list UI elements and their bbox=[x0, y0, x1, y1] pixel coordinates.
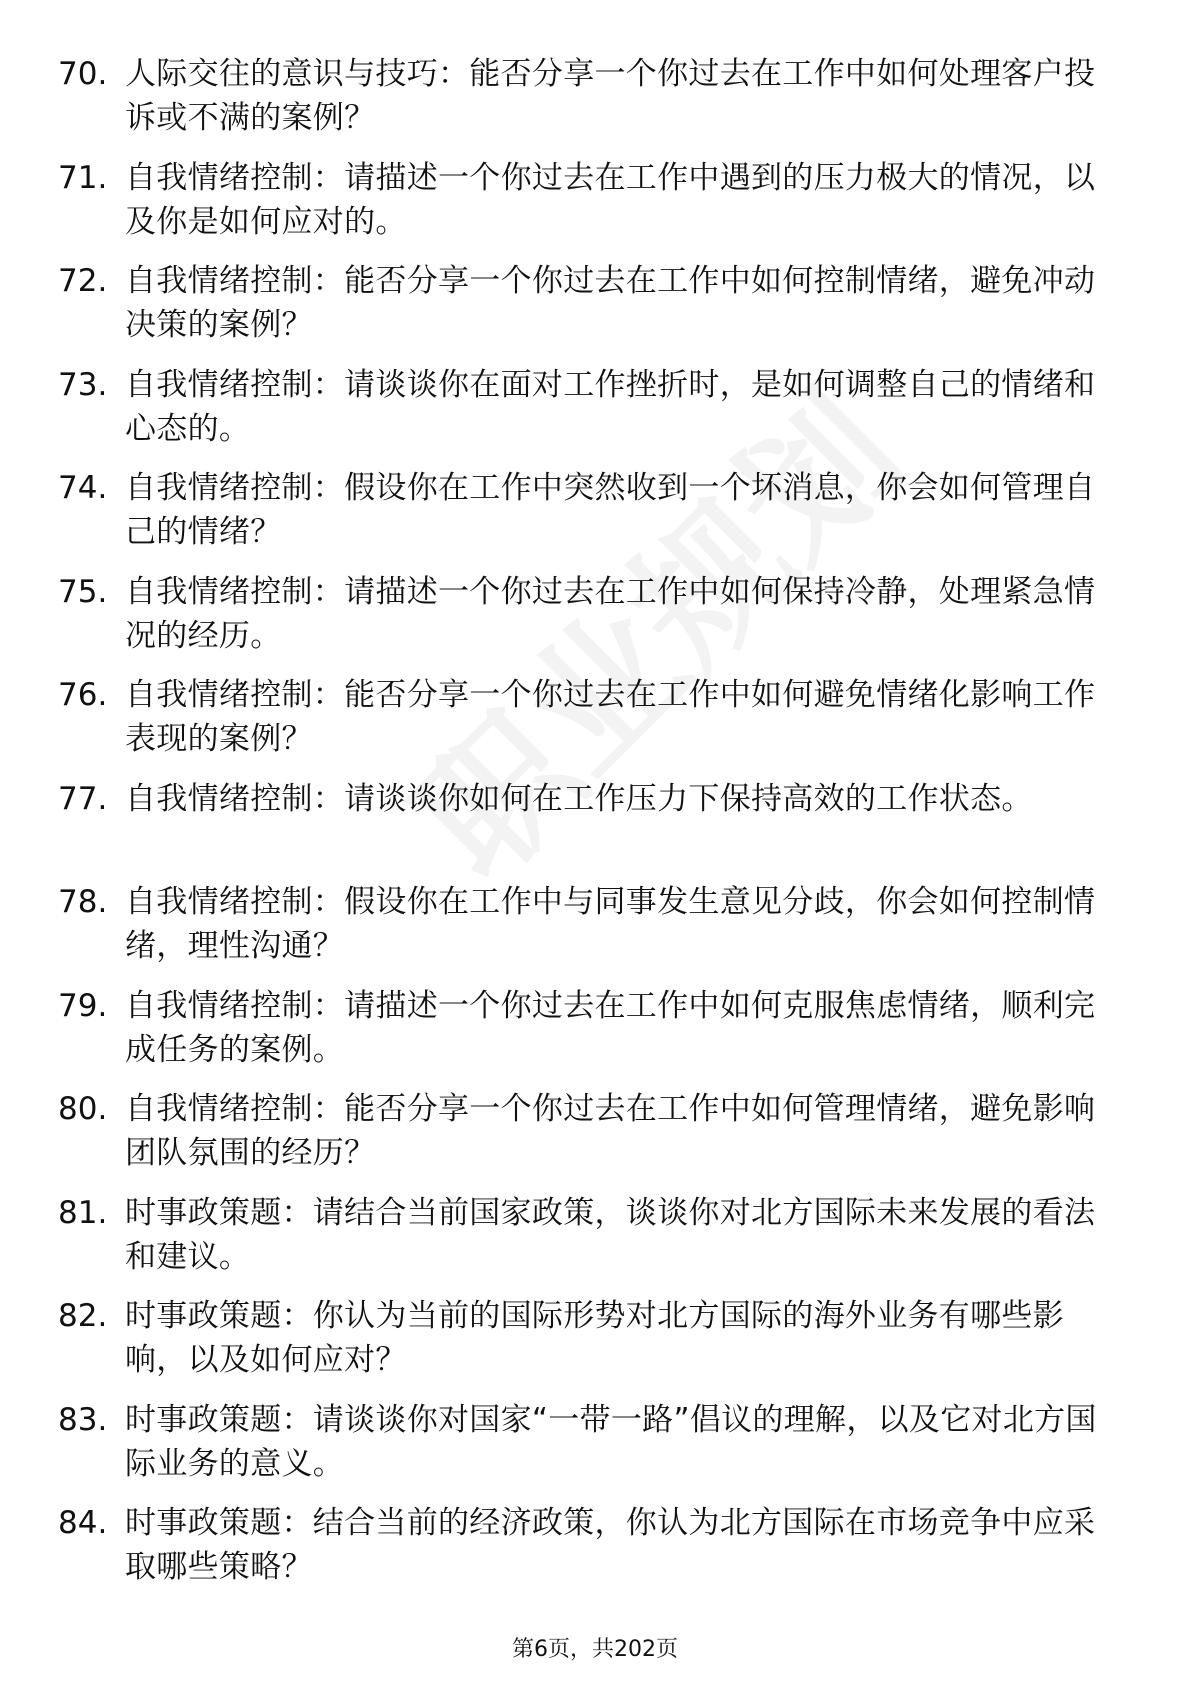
question-item bbox=[0, 466, 1190, 570]
question-item bbox=[0, 1398, 1190, 1502]
question-text: 自我情绪控制：请谈谈你如何在工作压力下保持高效的工作状态。 bbox=[125, 780, 1033, 817]
question-item bbox=[0, 673, 1190, 777]
question-item bbox=[0, 880, 1190, 984]
question-text: 自我情绪控制：请描述一个你过去在工作中如何保持冷静，处理紧急情况的经历。 bbox=[125, 573, 1096, 654]
question-item bbox=[0, 777, 1190, 881]
question-number: 72. bbox=[58, 263, 108, 299]
question-item bbox=[0, 984, 1190, 1088]
question-text: 自我情绪控制：能否分享一个你过去在工作中如何控制情绪，避免冲动决策的案例？ bbox=[125, 263, 1096, 343]
question-text: 自我情绪控制：请描述一个你过去在工作中如何克服焦虑情绪，顺利完成任务的案例。 bbox=[125, 987, 1096, 1068]
question-text: 自我情绪控制：假设你在工作中与同事发生意见分歧，你会如何控制情绪，理性沟通？ bbox=[125, 884, 1096, 964]
question-item bbox=[0, 363, 1190, 467]
question-text: 自我情绪控制：请描述一个你过去在工作中遇到的压力极大的情况，以及你是如何应对的。 bbox=[125, 159, 1096, 240]
question-number: 74. bbox=[58, 470, 108, 506]
question-number: 80. bbox=[58, 1091, 108, 1127]
question-number: 70. bbox=[58, 56, 108, 92]
question-item bbox=[0, 52, 1190, 156]
page-number-footer: 第6页，共202页 bbox=[512, 1637, 678, 1662]
question-item bbox=[0, 259, 1190, 363]
question-list bbox=[0, 52, 1190, 1605]
question-item bbox=[0, 156, 1190, 260]
question-number: 75. bbox=[58, 573, 108, 610]
question-item bbox=[0, 1501, 1190, 1605]
question-item bbox=[0, 1191, 1190, 1295]
question-number: 84. bbox=[58, 1505, 108, 1541]
question-text: 时事政策题：请结合当前国家政策，谈谈你对北方国际未来发展的看法和建议。 bbox=[125, 1194, 1096, 1275]
question-text: 时事政策题：请谈谈你对国家“一带一路”倡议的理解，以及它对北方国际业务的意义。 bbox=[125, 1401, 1097, 1482]
question-text: 自我情绪控制：能否分享一个你过去在工作中如何避免情绪化影响工作表现的案例？ bbox=[125, 677, 1096, 757]
question-number: 73. bbox=[58, 366, 108, 403]
question-item bbox=[0, 1087, 1190, 1191]
question-item bbox=[0, 570, 1190, 674]
question-number: 81. bbox=[58, 1194, 108, 1231]
question-text: 自我情绪控制：请谈谈你在面对工作挫折时，是如何调整自己的情绪和心态的。 bbox=[125, 366, 1096, 447]
question-text: 时事政策题：结合当前的经济政策，你认为北方国际在市场竞争中应采取哪些策略？ bbox=[125, 1505, 1096, 1585]
question-text: 自我情绪控制：能否分享一个你过去在工作中如何管理情绪，避免影响团队氛围的经历？ bbox=[125, 1091, 1096, 1171]
question-text: 自我情绪控制：假设你在工作中突然收到一个坏消息，你会如何管理自己的情绪？ bbox=[125, 470, 1096, 550]
question-text: 人际交往的意识与技巧：能否分享一个你过去在工作中如何处理客户投诉或不满的案例？ bbox=[125, 56, 1096, 136]
question-number: 77. bbox=[58, 780, 108, 817]
question-text: 时事政策题：你认为当前的国际形势对北方国际的海外业务有哪些影响，以及如何应对？ bbox=[125, 1298, 1064, 1378]
question-number: 71. bbox=[58, 159, 108, 196]
question-number: 78. bbox=[58, 884, 108, 920]
question-item bbox=[0, 1294, 1190, 1398]
question-number: 79. bbox=[58, 987, 108, 1024]
question-number: 76. bbox=[58, 677, 108, 713]
question-number: 82. bbox=[58, 1298, 108, 1334]
question-number: 83. bbox=[58, 1401, 108, 1438]
